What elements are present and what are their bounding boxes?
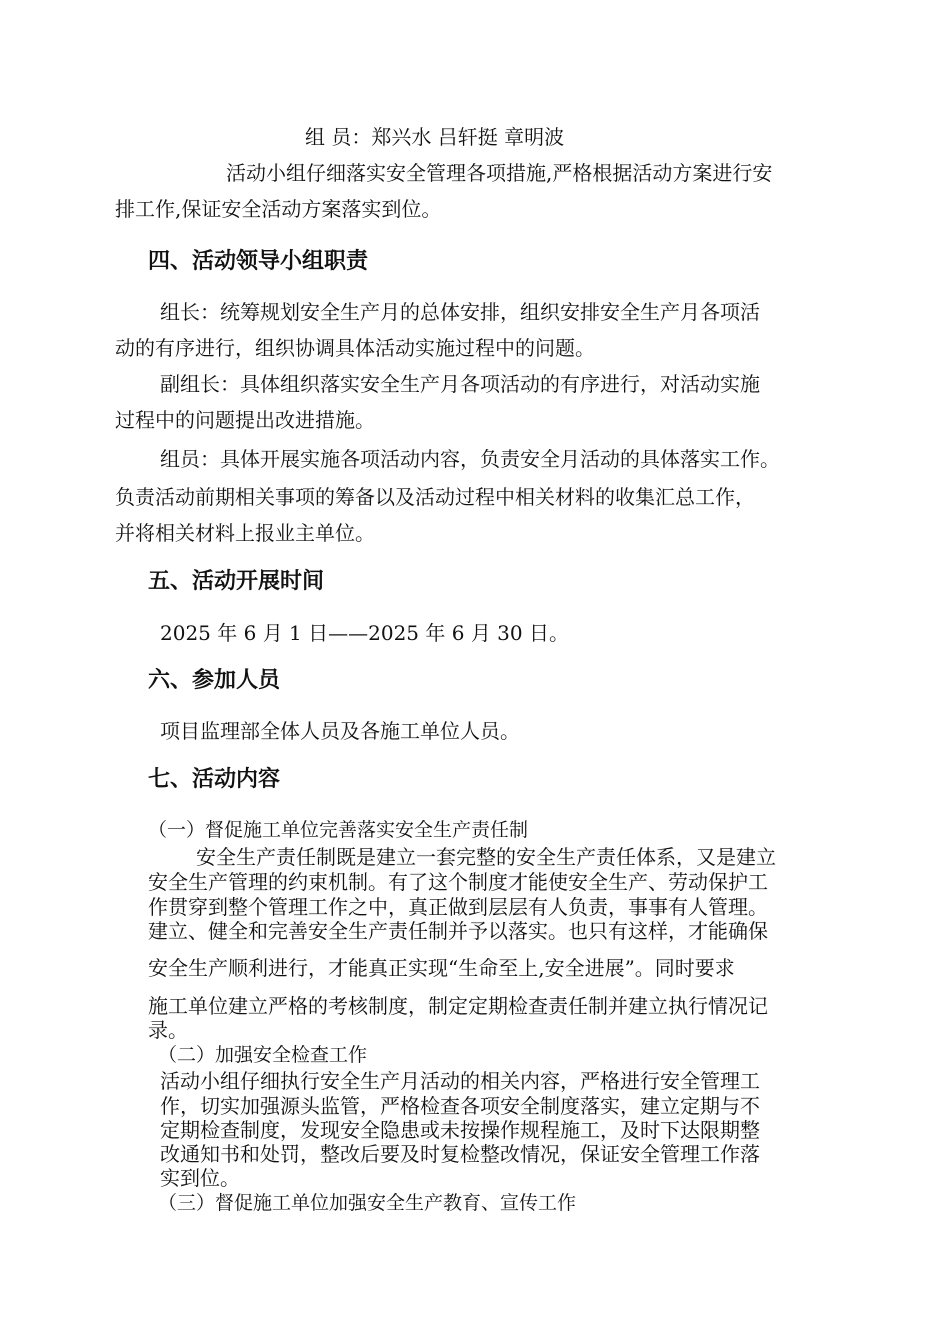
intro-line-2: 排工作,保证安全活动方案落实到位。 <box>115 197 442 221</box>
subsection-1-line: 施工单位建立严格的考核制度，制定定期检查责任制并建立执行情况记 <box>148 994 768 1018</box>
section-5-text: 2025 年 6 月 1 日——2025 年 6 月 30 日。 <box>160 621 569 645</box>
subsection-1-line: 录。 <box>148 1018 188 1042</box>
section-6-text: 项目监理部全体人员及各施工单位人员。 <box>160 719 520 743</box>
subsection-2-line: 活动小组仔细执行安全生产月活动的相关内容，严格进行安全管理工 <box>160 1069 760 1093</box>
subsection-2-line: 实到位。 <box>160 1166 240 1190</box>
subsection-2-title: （二）加强安全检查工作 <box>158 1044 368 1066</box>
subsection-2-line: 定期检查制度，发现安全隐患或未按操作规程施工，及时下达限期整 <box>160 1118 760 1142</box>
section-4-line: 并将相关材料上报业主单位。 <box>115 521 375 545</box>
subsection-1-line: 作贯穿到整个管理工作之中，真正做到层层有人负责，事事有人管理。 <box>148 895 768 919</box>
subsection-1-title: （一）督促施工单位完善落实安全生产责任制 <box>148 819 529 841</box>
section-4-line: 过程中的问题提出改进措施。 <box>115 408 375 432</box>
subsection-3-title: （三）督促施工单位加强安全生产教育、宣传工作 <box>158 1192 577 1214</box>
section-4-line: 副组长：具体组织落实安全生产月各项活动的有序进行，对活动实施 <box>160 372 760 396</box>
subsection-2-line: 作，切实加强源头监管，严格检查各项安全制度落实，建立定期与不 <box>160 1094 760 1118</box>
subsection-1-line: 安全生产责任制既是建立一套完整的安全生产责任体系，又是建立 <box>196 845 776 869</box>
section-4-line: 组长：统筹规划安全生产月的总体安排，组织安排安全生产月各项活 <box>160 300 760 324</box>
section-4-heading: 四、活动领导小组职责 <box>148 249 369 274</box>
members-line: 组 员：郑兴水 吕轩挺 章明波 <box>305 125 565 149</box>
section-7-heading: 七、活动内容 <box>148 767 281 792</box>
subsection-2-line: 改通知书和处罚，整改后要及时复检整改情况，保证安全管理工作落 <box>160 1142 760 1166</box>
section-4-line: 负责活动前期相关事项的筹备以及活动过程中相关材料的收集汇总工作， <box>115 485 755 509</box>
subsection-1-line: 安全生产管理的约束机制。有了这个制度才能使安全生产、劳动保护工 <box>148 870 768 894</box>
section-5-heading: 五、活动开展时间 <box>148 569 325 594</box>
intro-line-1: 活动小组仔细落实安全管理各项措施,严格根据活动方案进行安 <box>226 161 773 185</box>
section-4-line: 组员：具体开展实施各项活动内容，负责安全月活动的具体落实工作。 <box>160 447 780 471</box>
section-4-line: 动的有序进行，组织协调具体活动实施过程中的问题。 <box>115 336 595 360</box>
subsection-1-line: 安全生产顺利进行，才能真正实现“生命至上,安全进展”。同时要求 <box>148 956 735 980</box>
section-6-heading: 六、参加人员 <box>148 668 281 693</box>
subsection-1-line: 建立、健全和完善安全生产责任制并予以落实。也只有这样，才能确保 <box>148 919 768 943</box>
